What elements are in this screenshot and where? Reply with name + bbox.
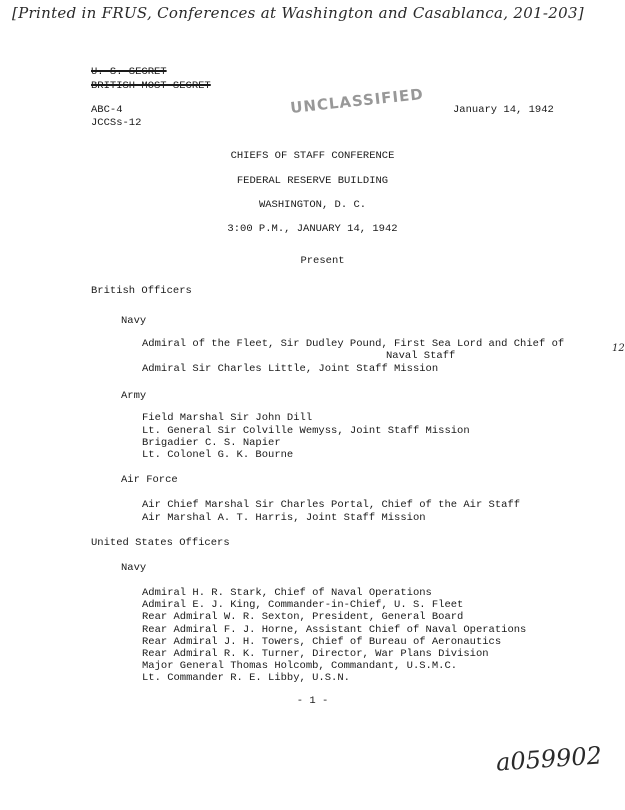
heading-time: 3:00 P.M., JANUARY 14, 1942	[227, 223, 398, 235]
section-us-officers: United States Officers	[91, 537, 230, 549]
heading-conference: CHIEFS OF STAFF CONFERENCE	[230, 150, 395, 162]
officer-line: Brigadier C. S. Napier	[142, 437, 281, 449]
officer-line: Rear Admiral F. J. Horne, Assistant Chief of Naval Operations	[142, 624, 527, 636]
officer-line: Admiral Sir Charles Little, Joint Staff Mission	[142, 363, 439, 375]
officer-line: Admiral E. J. King, Commander-in-Chief, U. S. Fleet	[142, 599, 464, 611]
handwritten-citation: [Printed in FRUS, Conferences at Washington and Casablanca, 201-203]	[12, 4, 584, 22]
us-navy-label: Navy	[121, 562, 147, 574]
officer-line: Rear Admiral W. R. Sexton, President, General Board	[142, 611, 464, 623]
officer-line: Admiral H. R. Stark, Chief of Naval Operations	[142, 587, 432, 599]
doc-ref-abc: ABC-4	[91, 104, 123, 116]
officer-line: Naval Staff	[386, 350, 456, 362]
heading-building: FEDERAL RESERVE BUILDING	[236, 175, 389, 187]
unclassified-stamp: UNCLASSIFIED	[289, 85, 425, 117]
british-navy-label: Navy	[121, 315, 147, 327]
officer-line: Lt. General Sir Colville Wemyss, Joint Staff Mission	[142, 425, 470, 437]
section-british-officers: British Officers	[91, 285, 192, 297]
officer-line: Air Chief Marshal Sir Charles Portal, Chief of the Air Staff	[142, 499, 521, 511]
heading-present: Present	[300, 255, 345, 267]
officer-line: Air Marshal A. T. Harris, Joint Staff Mission	[142, 512, 426, 524]
officer-line: Lt. Commander R. E. Libby, U.S.N.	[142, 672, 350, 684]
british-army-label: Army	[121, 390, 147, 402]
page-number: - 1 -	[296, 695, 329, 707]
doc-ref-jccs: JCCSs-12	[91, 117, 142, 129]
handwritten-document-id: a059902	[495, 741, 603, 777]
margin-mark: 12	[612, 343, 625, 354]
document-date: January 14, 1942	[453, 104, 554, 116]
officer-line: Rear Admiral J. H. Towers, Chief of Bureau of Aeronautics	[142, 636, 502, 648]
officer-line: Lt. Colonel G. K. Bourne	[142, 449, 294, 461]
classification-british-most-secret: BRITISH MOST SECRET	[91, 80, 211, 92]
british-air-force-label: Air Force	[121, 474, 178, 486]
heading-location: WASHINGTON, D. C.	[258, 199, 367, 211]
classification-us-secret: U. S. SECRET	[91, 66, 167, 78]
officer-line: Rear Admiral R. K. Turner, Director, War Plans Division	[142, 648, 489, 660]
officer-line: Major General Thomas Holcomb, Commandant, U.S.M.C.	[142, 660, 458, 672]
officer-line: Field Marshal Sir John Dill	[142, 412, 313, 424]
officer-line: Admiral of the Fleet, Sir Dudley Pound, First Sea Lord and Chief of	[142, 338, 565, 350]
